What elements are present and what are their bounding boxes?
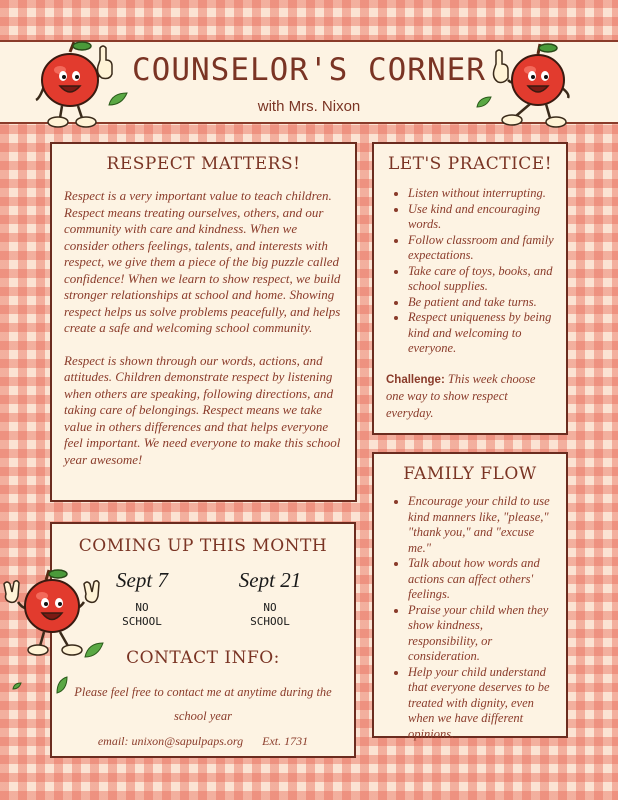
list-item: • Respect uniqueness by being kind and welcoming to everyone. <box>408 310 554 357</box>
contact-text: Please feel free to contact me at anytime during the school year <box>74 685 332 723</box>
leaf-icon <box>476 96 492 108</box>
event-dates <box>64 568 342 648</box>
family-flow-card <box>372 452 568 741</box>
challenge-label: Challenge: <box>386 373 445 386</box>
list-item: • Be patient and take turns. <box>408 295 554 311</box>
list-item: • Help your child understand that everyone deserves to be treated with dignity, even when we have different opinions. <box>408 665 554 743</box>
practice-list <box>386 186 554 357</box>
events-heading: COMING UP THIS MONTH <box>78 536 328 556</box>
respect-paragraph: Respect is a very important value to teach children. Respect means treating ourselves, others, and our community with care and kindness. When we consider others feelings, talents, and interests with respect, we give them a piece of the big puzzle called confidence! When we learn to show respect, we build stronger relationships at school and home. Showing respect helps us solve problems peacefully, and helps create a safe and welcoming school community. <box>64 188 341 335</box>
page-title: COUNSELOR'S CORNER <box>132 52 486 88</box>
event-item <box>220 568 320 629</box>
respect-heading: RESPECT MATTERS! <box>106 154 301 174</box>
contact-ext: Ext. 1731 <box>262 734 309 748</box>
contact-heading: CONTACT INFO: <box>126 648 280 668</box>
event-date: Sept 21 <box>238 568 302 592</box>
challenge-body: This week choose one way to show respect everyday. <box>386 371 536 420</box>
list-item: • Follow classroom and family expectations. <box>408 233 554 264</box>
lets-practice-card <box>372 142 568 435</box>
practice-heading: LET'S PRACTICE! <box>387 154 553 174</box>
list-item: • Listen without interrupting. <box>408 186 554 202</box>
list-item: • Take care of toys, books, and school supplies. <box>408 264 554 295</box>
page-subtitle: with Mrs. Nixon <box>257 98 361 115</box>
respect-matters-card <box>50 142 357 502</box>
apple-mascot-icon <box>486 40 582 136</box>
challenge-text <box>386 371 554 422</box>
leaf-icon <box>12 682 22 690</box>
contact-line <box>64 734 342 749</box>
event-note: NO SCHOOL <box>122 601 162 628</box>
family-heading: FAMILY FLOW <box>403 464 537 484</box>
event-note: NO SCHOOL <box>250 601 290 628</box>
event-date: Sept 7 <box>116 568 168 592</box>
list-item: • Praise your child when they show kindness, responsibility, or consideration. <box>408 603 554 665</box>
event-item <box>92 568 192 629</box>
leaf-icon <box>56 676 68 694</box>
leaf-icon <box>108 92 128 106</box>
apple-mascot-icon <box>30 38 126 138</box>
family-list <box>386 494 554 742</box>
list-item: • Encourage your child to use kind manners like, "please," "thank you," and "excuse me." <box>408 494 554 556</box>
contact-email: email: unixon@sapulpaps.org <box>97 734 244 748</box>
list-item: • Talk about how words and actions can affect others' feelings. <box>408 556 554 603</box>
leaf-icon <box>84 642 104 658</box>
list-item: • Use kind and encouraging words. <box>408 202 554 233</box>
respect-paragraph: Respect is shown through our words, actions, and attitudes. Children demonstrate respect by listening when others are speaking, following directions, and taking care of belongings. Respect means we take value in others differences and that helps everyone feel important. We need everyone to make this school year awesome! <box>64 352 341 467</box>
